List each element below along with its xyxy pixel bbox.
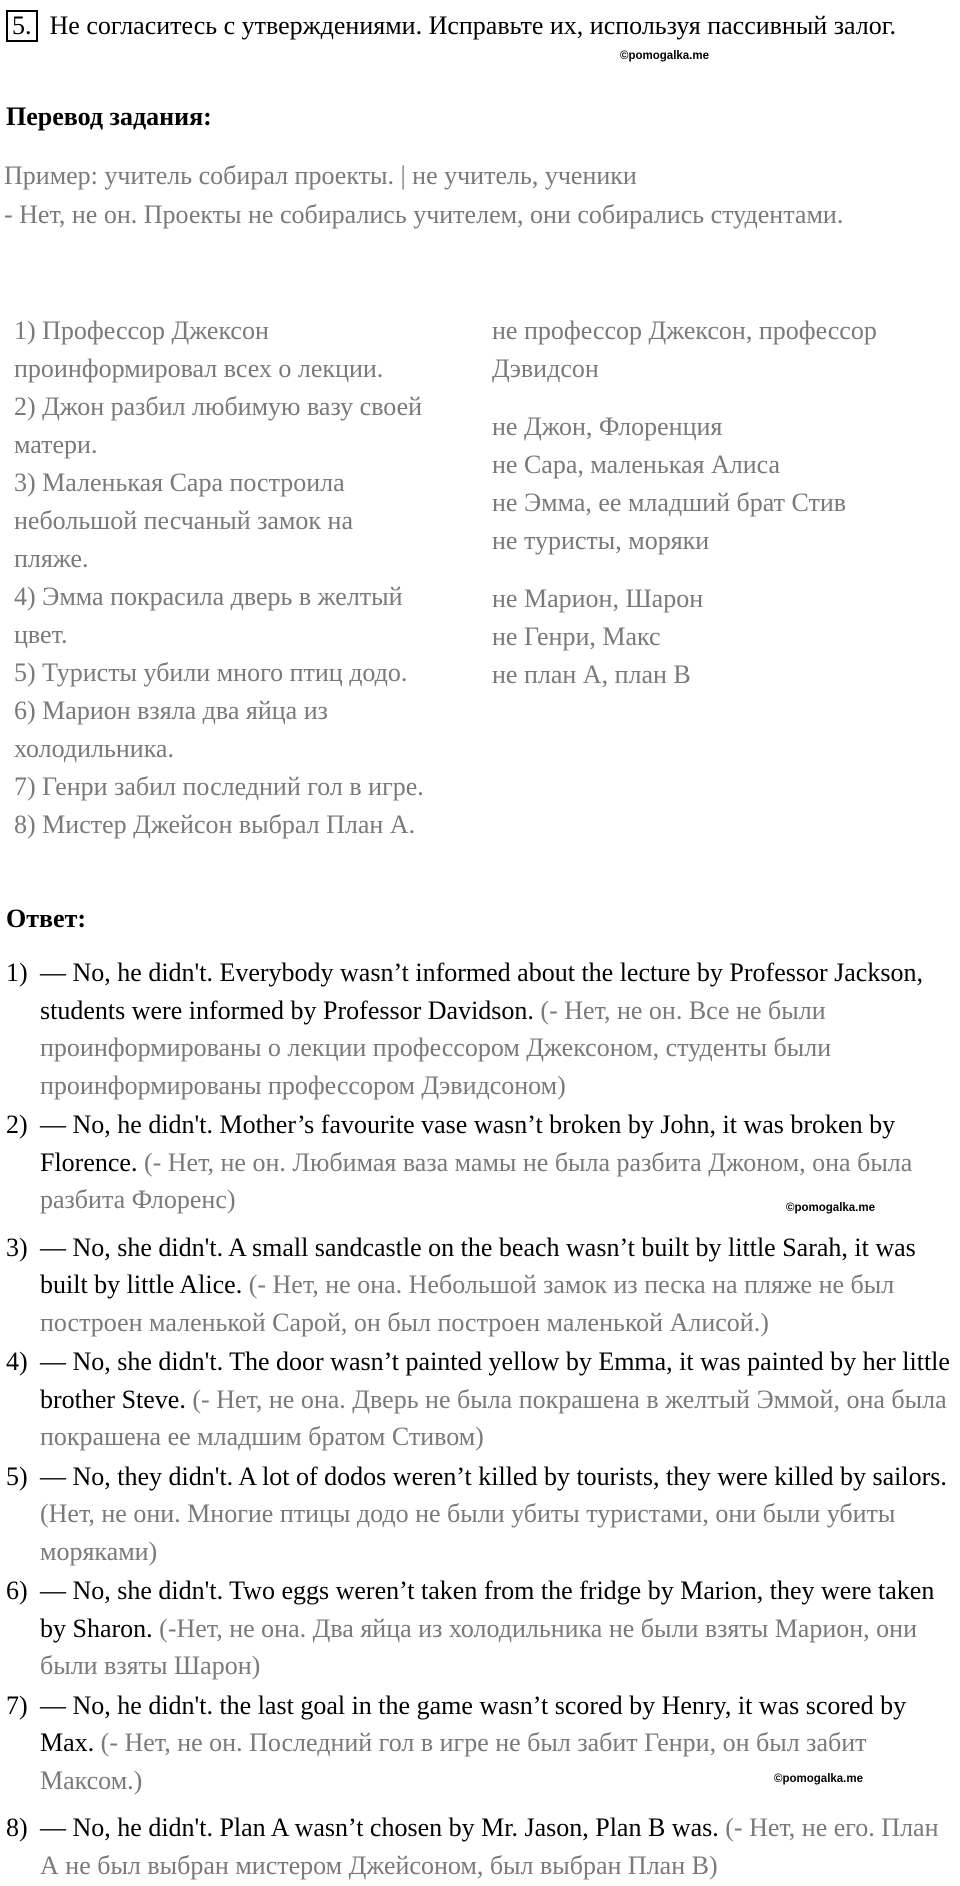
answer-body	[40, 1458, 956, 1571]
correction-5	[492, 522, 932, 560]
answer-russian: (- Нет, не его. План А не был выбран мистером Джейсоном, был выбран План В)	[40, 1813, 939, 1880]
answer-english: — No, he didn't. Everybody wasn’t informed about the lecture by Professor Jackson, students were informed by Professor Davidson.	[40, 958, 923, 1025]
statement-8	[14, 806, 484, 844]
statement-3	[14, 464, 484, 578]
statement-line: холодильника.	[14, 734, 174, 763]
correction-1	[492, 312, 932, 388]
answer-english: — No, he didn't. Mother’s favourite vase wasn’t broken by John, it was broken by Florence.	[40, 1110, 896, 1177]
answer-number: 6)	[6, 1576, 28, 1605]
statement-line: 5) Туристы убили много птиц додо.	[14, 658, 408, 687]
answer-number: 3)	[6, 1232, 28, 1262]
statement-4	[14, 578, 484, 654]
statement-line: 7) Генри забил последний гол в игре.	[14, 772, 424, 801]
answer-body	[40, 954, 956, 1104]
answer-item	[6, 1572, 956, 1685]
answer-item	[6, 1458, 956, 1571]
answer-russian: (- Нет, не он. Любимая ваза мамы не была разбита Джоном, она была разбита Флоренс)	[40, 1147, 913, 1214]
correction-6	[492, 580, 932, 618]
statement-2	[14, 388, 484, 464]
answer-russian: (- Нет, не она. Небольшой замок из песка на пляже не был построен маленькой Сарой, он был построен маленькой Алисой.)	[40, 1270, 895, 1337]
answer-body	[40, 1572, 956, 1685]
answer-russian: (- Нет, не он. Все не были проинформированы о лекции профессором Джексоном, студенты были проинформированы профессором Дэвидсоном)	[40, 995, 832, 1100]
answer-number: 4)	[6, 1347, 28, 1376]
watermark: ©pomogalka.me	[620, 50, 709, 62]
correction-line: не план А, план В	[492, 660, 691, 689]
statements-column	[14, 312, 484, 844]
answer-body	[40, 1229, 956, 1342]
answer-body	[40, 1343, 956, 1456]
correction-line: не профессор Джексон, профессор	[492, 316, 877, 345]
correction-line: не Марион, Шарон	[492, 584, 704, 613]
answer-number: 1)	[6, 958, 28, 987]
answer-english: — No, he didn't. the last goal in the game wasn’t scored by Henry, it was scored by Max.	[40, 1690, 907, 1757]
statement-line: проинформировал всех о лекции.	[14, 354, 384, 383]
statement-line: 4) Эмма покрасила дверь в желтый	[14, 582, 403, 611]
example	[4, 156, 843, 234]
answer-item	[6, 1343, 956, 1456]
answers-list	[6, 954, 956, 1886]
correction-2	[492, 408, 932, 446]
statement-line: матери.	[14, 430, 98, 459]
watermark: ©pomogalka.me	[786, 1202, 875, 1214]
correction-line: Дэвидсон	[492, 354, 599, 383]
answer-russian: (- Нет, не она. Дверь не была покрашена в желтый Эммой, она была покрашена ее младшим братом Стивом)	[40, 1384, 947, 1451]
corrections-column	[492, 312, 932, 694]
answer-english: — No, they didn't. A lot of dodos weren’t killed by tourists, they were killed by sailors.	[40, 1461, 947, 1491]
answer-english: — No, she didn't. A small sandcastle on the beach wasn’t built by little Sarah, it was built by little Alice.	[40, 1232, 916, 1299]
statement-line: 2) Джон разбил любимую вазу своей	[14, 392, 423, 421]
answer-number: 8)	[6, 1813, 28, 1842]
answer-english: — No, she didn't. Two eggs weren’t taken from the fridge by Marion, they were taken by Sharon.	[40, 1576, 935, 1643]
statement-line: 8) Мистер Джейсон выбрал План А.	[14, 810, 416, 839]
statement-6	[14, 692, 484, 768]
correction-4	[492, 484, 932, 522]
correction-line: не туристы, моряки	[492, 526, 710, 555]
answer-russian: (Нет, не они. Многие птицы додо не были убиты туристами, они были убиты моряками)	[40, 1499, 896, 1566]
correction-line: не Эмма, ее младший брат Стив	[492, 488, 847, 517]
task-header	[6, 8, 936, 44]
correction-line: не Джон, Флоренция	[492, 412, 723, 441]
answer-english: — No, she didn't. The door wasn’t painted yellow by Emma, it was painted by her little brother Steve.	[40, 1347, 950, 1414]
example-line-1: Пример: учитель собирал проекты. | не учитель, ученики	[4, 161, 637, 190]
correction-3	[492, 446, 932, 484]
answer-russian: (- Нет, не он. Последний гол в игре не был забит Генри, он был забит Максом.)	[40, 1728, 867, 1795]
answer-title: Ответ:	[6, 904, 87, 933]
correction-line: не Сара, маленькая Алиса	[492, 450, 781, 479]
statement-1	[14, 312, 484, 388]
answer-item	[6, 1229, 956, 1342]
correction-7	[492, 618, 932, 656]
correction-line: не Генри, Макс	[492, 622, 661, 651]
statement-7	[14, 768, 484, 806]
correction-8	[492, 656, 932, 694]
statement-line: 3) Маленькая Сара построила	[14, 468, 345, 497]
example-line-2: - Нет, не он. Проекты не собирались учителем, они собирались студентами.	[4, 200, 844, 229]
answer-number: 5)	[6, 1461, 28, 1491]
task-number: 5.	[6, 10, 38, 42]
answer-english: — No, he didn't. Plan A wasn’t chosen by Mr. Jason, Plan B was.	[40, 1813, 719, 1842]
answer-russian: (-Нет, не она. Два яйца из холодильника не были взяты Марион, они были взяты Шарон)	[40, 1613, 918, 1680]
statement-line: пляже.	[14, 544, 89, 573]
translation-title: Перевод задания:	[6, 102, 212, 131]
answer-number: 7)	[6, 1690, 28, 1720]
statement-line: 1) Профессор Джексон	[14, 316, 269, 345]
watermark: ©pomogalka.me	[774, 1773, 863, 1785]
task-instruction: Не согласитесь с утверждениями. Исправьте их, используя пассивный залог.	[49, 11, 896, 40]
answer-number: 2)	[6, 1110, 28, 1139]
statement-line: цвет.	[14, 620, 68, 649]
answer-item	[6, 954, 956, 1104]
statement-5	[14, 654, 484, 692]
statement-line: 6) Марион взяла два яйца из	[14, 696, 328, 725]
statement-line: небольшой песчаный замок на	[14, 506, 353, 535]
